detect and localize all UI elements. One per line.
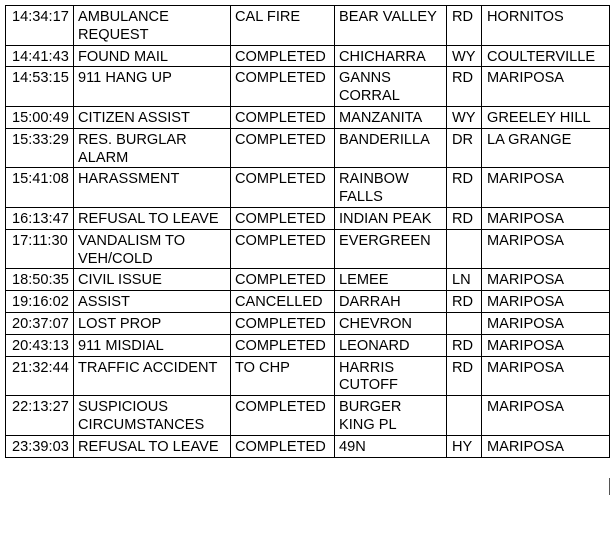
- incident-line: LOST PROP: [78, 315, 162, 332]
- disposition-cell: COMPLETED: [231, 396, 335, 436]
- disposition-cell: COMPLETED: [231, 67, 335, 107]
- table-row: [6, 168, 610, 208]
- disposition-cell: TO CHP: [231, 356, 335, 396]
- city-cell: GREELEY HILL: [482, 106, 610, 128]
- street-suffix-cell: [447, 396, 482, 436]
- street-cell: [335, 334, 447, 356]
- table-row: [6, 334, 610, 356]
- street-suffix-cell: RD: [447, 291, 482, 313]
- incident-cell: [74, 106, 231, 128]
- street-line: KING PL: [339, 416, 397, 433]
- disposition-cell: COMPLETED: [231, 106, 335, 128]
- street-line: CORRAL: [339, 88, 400, 105]
- table-row: [6, 229, 610, 269]
- incident-cell: [74, 229, 231, 269]
- street-line: CHICHARRA: [339, 48, 426, 65]
- disposition-cell: COMPLETED: [231, 45, 335, 67]
- time-cell: 23:39:03: [6, 435, 74, 457]
- city-cell: MARIPOSA: [482, 168, 610, 208]
- street-cell: [335, 396, 447, 436]
- incident-cell: [74, 128, 231, 168]
- street-line: BANDERILLA: [339, 131, 430, 148]
- time-cell: 21:32:44: [6, 356, 74, 396]
- street-cell: [335, 128, 447, 168]
- incident-line: 911 HANG UP: [78, 70, 172, 87]
- disposition-cell: CANCELLED: [231, 291, 335, 313]
- city-cell: COULTERVILLE: [482, 45, 610, 67]
- incident-line: REFUSAL TO LEAVE: [78, 438, 219, 455]
- time-cell: 15:41:08: [6, 168, 74, 208]
- street-line: FALLS: [339, 189, 383, 206]
- incident-line: RES. BURGLAR: [78, 131, 187, 148]
- table-row: [6, 45, 610, 67]
- city-cell: MARIPOSA: [482, 356, 610, 396]
- incident-log-body: [6, 6, 610, 458]
- time-cell: 20:43:13: [6, 334, 74, 356]
- disposition-cell: COMPLETED: [231, 128, 335, 168]
- table-row: [6, 67, 610, 107]
- street-cell: [335, 168, 447, 208]
- incident-cell: [74, 45, 231, 67]
- incident-cell: [74, 207, 231, 229]
- incident-line: TRAFFIC ACCIDENT: [78, 359, 218, 376]
- street-cell: [335, 435, 447, 457]
- street-suffix-cell: RD: [447, 6, 482, 46]
- table-row: [6, 435, 610, 457]
- table-row: [6, 106, 610, 128]
- time-cell: 20:37:07: [6, 312, 74, 334]
- time-cell: 15:00:49: [6, 106, 74, 128]
- disposition-cell: COMPLETED: [231, 269, 335, 291]
- incident-cell: [74, 269, 231, 291]
- incident-line: CIRCUMSTANCES: [78, 416, 205, 433]
- disposition-cell: COMPLETED: [231, 334, 335, 356]
- incident-cell: [74, 356, 231, 396]
- disposition-cell: COMPLETED: [231, 435, 335, 457]
- time-cell: 22:13:27: [6, 396, 74, 436]
- street-cell: [335, 106, 447, 128]
- incident-log-table: [5, 5, 610, 458]
- city-cell: MARIPOSA: [482, 435, 610, 457]
- street-suffix-cell: RD: [447, 168, 482, 208]
- street-line: EVERGREEN: [339, 232, 431, 249]
- table-row: [6, 269, 610, 291]
- street-suffix-cell: RD: [447, 334, 482, 356]
- time-cell: 15:33:29: [6, 128, 74, 168]
- incident-cell: [74, 435, 231, 457]
- disposition-cell: COMPLETED: [231, 207, 335, 229]
- street-suffix-cell: HY: [447, 435, 482, 457]
- street-line: BEAR VALLEY: [339, 9, 437, 25]
- incident-line: FOUND MAIL: [78, 48, 168, 65]
- incident-line: REFUSAL TO LEAVE: [78, 210, 219, 227]
- street-suffix-cell: RD: [447, 356, 482, 396]
- time-cell: 19:16:02: [6, 291, 74, 313]
- incident-line: ALARM: [78, 149, 129, 166]
- city-cell: LA GRANGE: [482, 128, 610, 168]
- incident-line: VEH/COLD: [78, 250, 153, 267]
- street-suffix-cell: [447, 312, 482, 334]
- street-cell: [335, 269, 447, 291]
- street-suffix-cell: WY: [447, 45, 482, 67]
- incident-cell: [74, 396, 231, 436]
- incident-cell: [74, 334, 231, 356]
- incident-line: 911 MISDIAL: [78, 337, 164, 354]
- street-suffix-cell: [447, 229, 482, 269]
- street-line: MANZANITA: [339, 109, 423, 126]
- disposition-cell: COMPLETED: [231, 168, 335, 208]
- table-row: [6, 291, 610, 313]
- incident-line: ASSIST: [78, 294, 130, 311]
- city-cell: HORNITOS: [482, 6, 610, 46]
- table-row: [6, 6, 610, 46]
- street-line: GANNS: [339, 70, 391, 87]
- time-cell: 14:41:43: [6, 45, 74, 67]
- street-cell: [335, 6, 447, 46]
- street-line: LEMEE: [339, 272, 389, 289]
- street-line: CHEVRON: [339, 315, 412, 332]
- city-cell: MARIPOSA: [482, 229, 610, 269]
- table-row: [6, 207, 610, 229]
- city-cell: MARIPOSA: [482, 207, 610, 229]
- incident-cell: [74, 312, 231, 334]
- incident-line: CIVIL ISSUE: [78, 272, 162, 289]
- street-line: LEONARD: [339, 337, 410, 354]
- street-line: 49N: [339, 438, 366, 455]
- street-cell: [335, 229, 447, 269]
- time-cell: 14:53:15: [6, 67, 74, 107]
- street-cell: [335, 356, 447, 396]
- city-cell: MARIPOSA: [482, 67, 610, 107]
- disposition-cell: CAL FIRE: [231, 6, 335, 46]
- table-row: [6, 312, 610, 334]
- incident-line: CITIZEN ASSIST: [78, 109, 190, 126]
- city-cell: MARIPOSA: [482, 312, 610, 334]
- incident-line: SUSPICIOUS: [78, 399, 169, 416]
- time-cell: 14:34:17: [6, 6, 74, 46]
- street-line: CUTOFF: [339, 377, 398, 394]
- city-cell: MARIPOSA: [482, 291, 610, 313]
- city-cell: MARIPOSA: [482, 334, 610, 356]
- street-line: INDIAN PEAK: [339, 210, 432, 227]
- city-cell: MARIPOSA: [482, 269, 610, 291]
- incident-line: REQUEST: [78, 26, 149, 43]
- street-line: RAINBOW: [339, 171, 409, 188]
- street-suffix-cell: WY: [447, 106, 482, 128]
- time-cell: 16:13:47: [6, 207, 74, 229]
- disposition-cell: COMPLETED: [231, 312, 335, 334]
- street-suffix-cell: RD: [447, 207, 482, 229]
- street-line: DARRAH: [339, 294, 401, 311]
- incident-cell: [74, 6, 231, 46]
- street-cell: [335, 67, 447, 107]
- street-cell: [335, 45, 447, 67]
- time-cell: 18:50:35: [6, 269, 74, 291]
- table-row: [6, 356, 610, 396]
- street-line: HARRIS: [339, 359, 395, 376]
- incident-line: VANDALISM TO: [78, 232, 186, 249]
- street-suffix-cell: DR: [447, 128, 482, 168]
- incident-cell: [74, 168, 231, 208]
- street-line: BURGER: [339, 399, 402, 416]
- disposition-cell: COMPLETED: [231, 229, 335, 269]
- city-cell: MARIPOSA: [482, 396, 610, 436]
- edge-mark: [609, 478, 610, 495]
- street-cell: [335, 207, 447, 229]
- street-cell: [335, 312, 447, 334]
- time-cell: 17:11:30: [6, 229, 74, 269]
- street-suffix-cell: LN: [447, 269, 482, 291]
- street-suffix-cell: RD: [447, 67, 482, 107]
- incident-line: AMBULANCE: [78, 9, 169, 25]
- table-row: [6, 396, 610, 436]
- street-cell: [335, 291, 447, 313]
- incident-line: HARASSMENT: [78, 171, 180, 188]
- incident-cell: [74, 291, 231, 313]
- incident-cell: [74, 67, 231, 107]
- table-row: [6, 128, 610, 168]
